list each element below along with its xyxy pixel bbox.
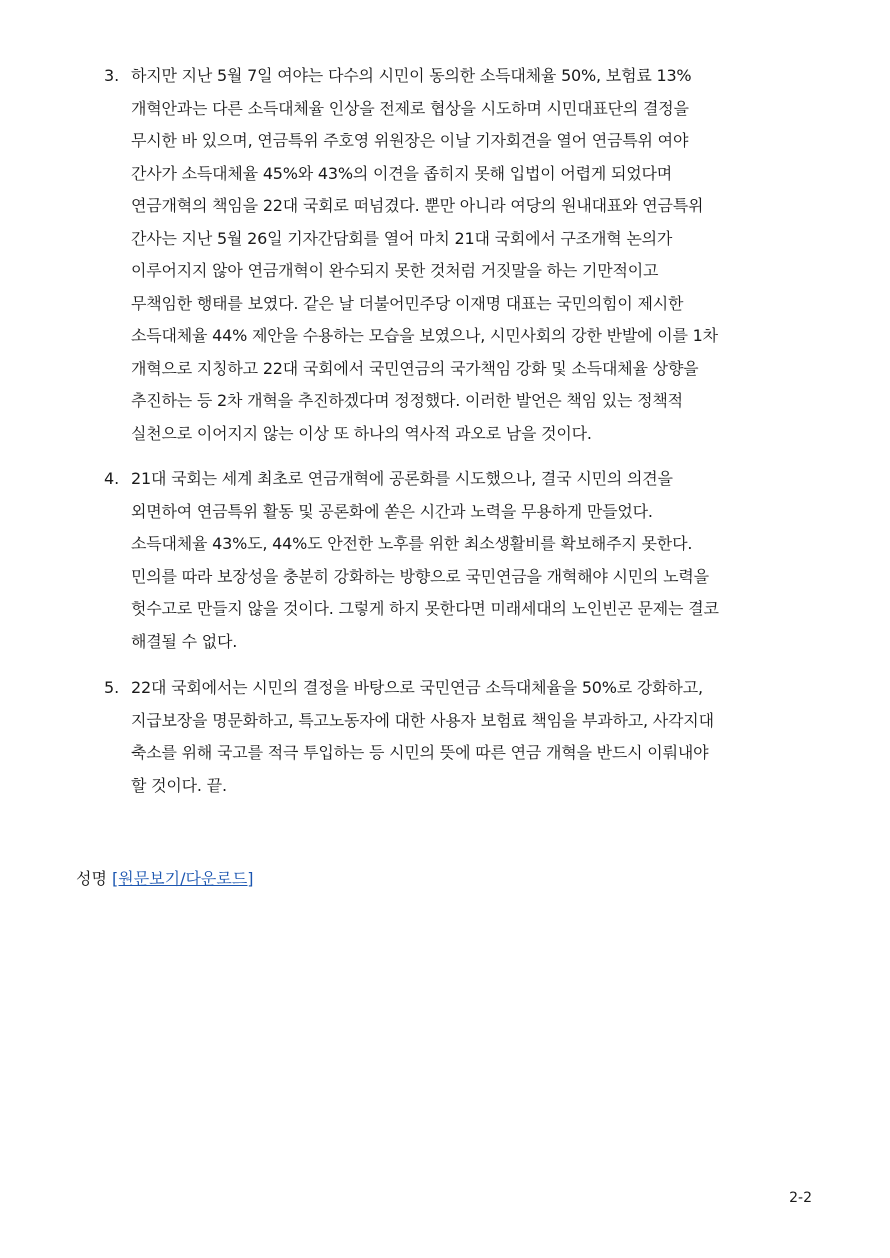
statement-footer	[76, 866, 254, 889]
text-line: 민의를 따라 보장성을 충분히 강화하는 방향으로 국민연금을 개혁해야 시민의 노력을	[131, 566, 709, 586]
list-number: 5.	[104, 678, 120, 697]
text-line: 소득대체율 43%도, 44%도 안전한 노후를 위한 최소생활비를 확보해주지 못한다.	[131, 534, 693, 553]
text-line: 실천으로 이어지지 않는 이상 또 하나의 역사적 과오로 남을 것이다.	[131, 423, 592, 443]
text-line: 개혁안과는 다른 소득대체율 인상을 전제로 협상을 시도하며 시민대표단의 결정을	[131, 98, 689, 118]
text-line: 하지만 지난 5월 7일 여야는 다수의 시민이 동의한 소득대체율 50%, 보험료 13%	[131, 66, 692, 85]
paragraph	[131, 60, 831, 450]
text-line: 할 것이다. 끝.	[131, 775, 227, 795]
page-number: 2-2	[789, 1190, 812, 1206]
original-download-link[interactable]: [원문보기/다운로드]	[112, 869, 254, 888]
text-line: 외면하여 연금특위 활동 및 공론화에 쏟은 시간과 노력을 무용하게 만들었다.	[131, 501, 653, 521]
paragraph	[131, 672, 831, 802]
list-number: 4.	[104, 469, 120, 488]
text-line: 개혁으로 지칭하고 22대 국회에서 국민연금의 국가책임 강화 및 소득대체율 상향을	[131, 358, 699, 378]
paragraph	[131, 463, 831, 658]
text-line: 소득대체율 44% 제안을 수용하는 모습을 보였으나, 시민사회의 강한 반발에 이를 1차	[131, 326, 718, 345]
text-line: 간사가 소득대체율 45%와 43%의 이견을 좁히지 못해 입법이 어렵게 되었다며	[131, 163, 673, 183]
text-line: 헛수고로 만들지 않을 것이다. 그렇게 하지 못한다면 미래세대의 노인빈곤 문제는 결코	[131, 599, 719, 618]
text-line: 추진하는 등 2차 개혁을 추진하겠다며 정정했다. 이러한 발언은 책임 있는 정책적	[131, 391, 683, 410]
list-number: 3.	[104, 66, 120, 85]
text-line: 무시한 바 있으며, 연금특위 주호영 위원장은 이날 기자회견을 열어 연금특위 여야	[131, 131, 689, 150]
text-line: 축소를 위해 국고를 적극 투입하는 등 시민의 뜻에 따른 연금 개혁을 반드시 이뤄내야	[131, 743, 709, 762]
text-line: 해결될 수 없다.	[131, 631, 238, 651]
text-line: 22대 국회에서는 시민의 결정을 바탕으로 국민연금 소득대체율을 50%로 강화하고,	[131, 678, 703, 697]
text-line: 지급보장을 명문화하고, 특고노동자에 대한 사용자 보험료 책임을 부과하고, 사각지대	[131, 710, 714, 730]
text-line: 간사는 지난 5월 26일 기자간담회를 열어 마치 21대 국회에서 구조개혁 논의가	[131, 228, 673, 248]
statement-label: 성명	[76, 869, 107, 888]
text-line: 연금개혁의 책임을 22대 국회로 떠넘겼다. 뿐만 아니라 여당의 원내대표와 연금특위	[131, 196, 704, 215]
text-line: 무책임한 행태를 보였다. 같은 날 더불어민주당 이재명 대표는 국민의힘이 제시한	[131, 293, 684, 313]
text-line: 이루어지지 않아 연금개혁이 완수되지 못한 것처럼 거짓말을 하는 기만적이고	[131, 261, 659, 280]
text-line: 21대 국회는 세계 최초로 연금개혁에 공론화를 시도했으나, 결국 시민의 의견을	[131, 469, 673, 488]
